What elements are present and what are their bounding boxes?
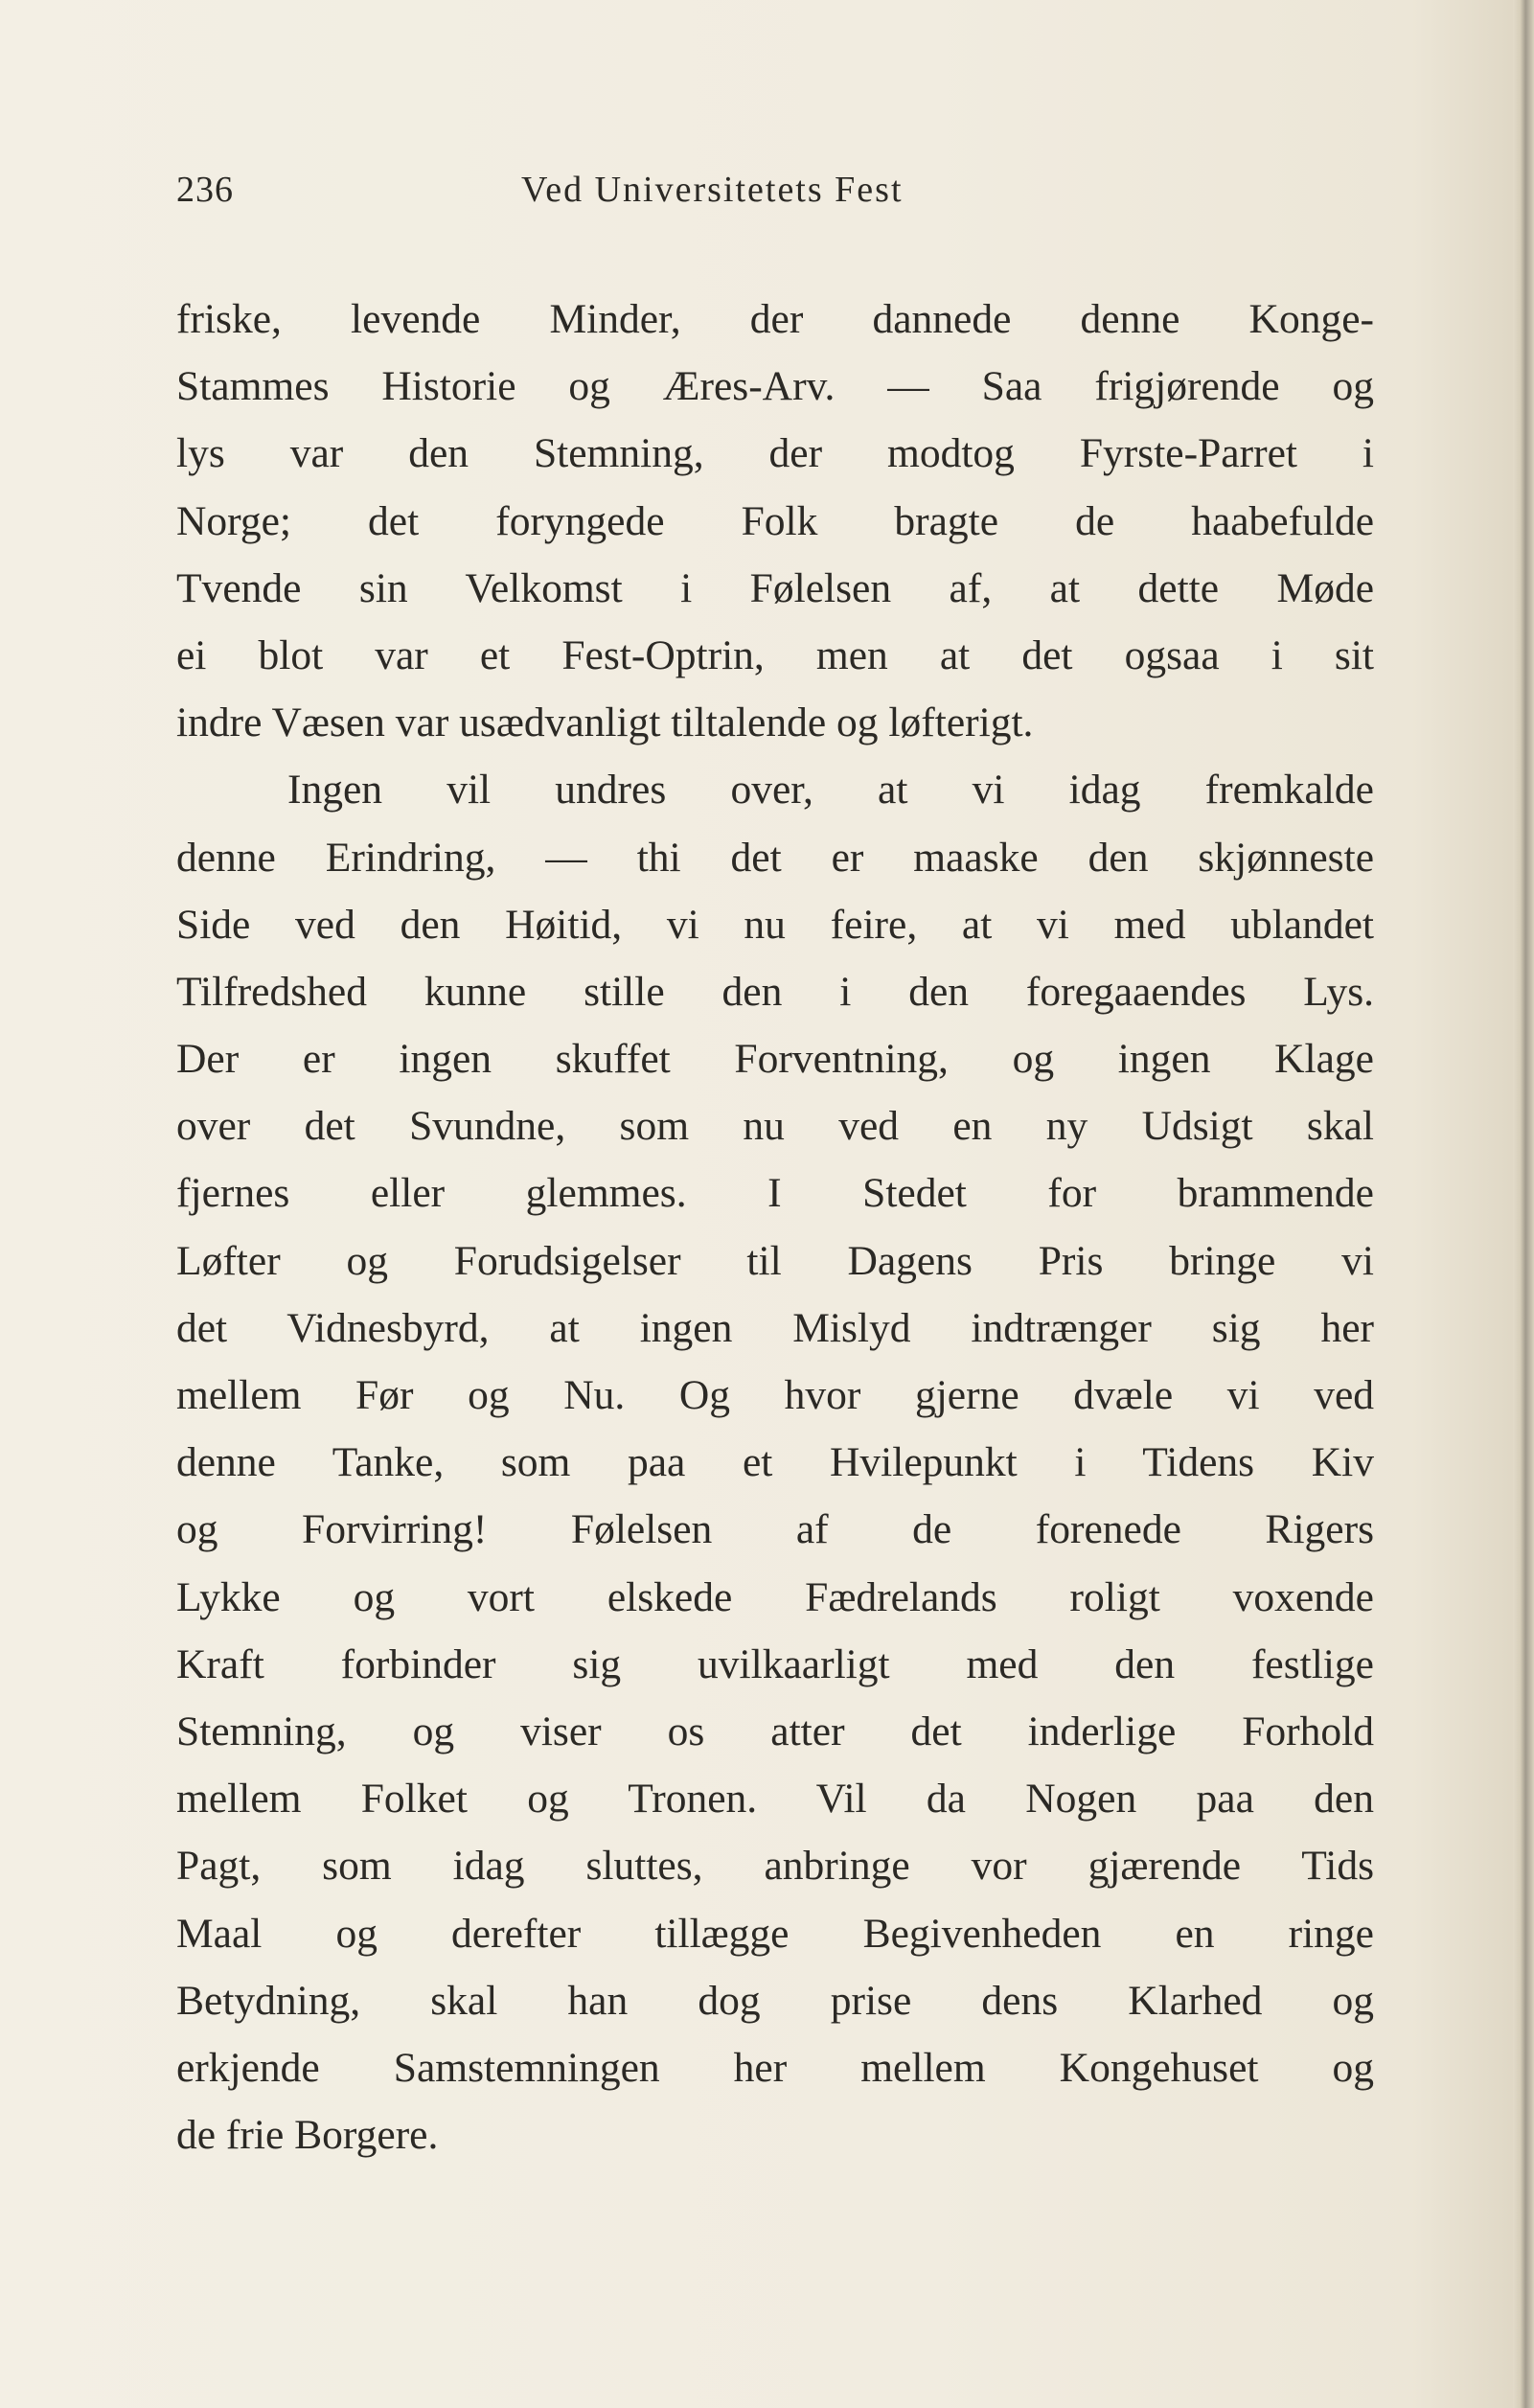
text-line: lys var den Stemning, der modtog Fyrste-Parret i xyxy=(176,430,1374,477)
text-line: det Vidnesbyrd, at ingen Mislyd indtrænger sig her xyxy=(176,1304,1374,1351)
text-line: fjernes eller glemmes. I Stedet for brammende xyxy=(176,1170,1374,1217)
text-line: Norge; det foryngede Folk bragte de haabefulde xyxy=(176,497,1374,544)
text-line: og Forvirring! Følelsen af de forenede Rigers xyxy=(176,1506,1374,1553)
text-line: de frie Borgere. xyxy=(176,2112,439,2159)
body-text xyxy=(176,286,1374,2168)
text-line: Ingen vil undres over, at vi idag fremkalde xyxy=(287,767,1374,814)
text-line: denne Tanke, som paa et Hvilepunkt i Tidens Kiv xyxy=(176,1439,1374,1486)
text-line: ei blot var et Fest-Optrin, men at det ogsaa i sit xyxy=(176,631,1374,678)
text-line: Betydning, skal han dog prise dens Klarhed og xyxy=(176,1977,1374,2024)
text-line: indre Væsen var usædvanligt tiltalende og løfterigt. xyxy=(176,699,1034,746)
text-line: Løfter og Forudsigelser til Dagens Pris bringe vi xyxy=(176,1237,1374,1284)
text-line: Side ved den Høitid, vi nu feire, at vi med ublandet xyxy=(176,901,1374,948)
text-line: denne Erindring, — thi det er maaske den skjønneste xyxy=(176,834,1374,881)
text-line: mellem Folket og Tronen. Vil da Nogen paa den xyxy=(176,1776,1374,1823)
text-line: Tvende sin Velkomst i Følelsen af, at dette Møde xyxy=(176,564,1374,611)
text-line: erkjende Samstemningen her mellem Kongehuset og xyxy=(176,2044,1374,2091)
page-edge xyxy=(1513,0,1534,2408)
text-line: Maal og derefter tillægge Begivenheden en ringe xyxy=(176,1910,1374,1957)
text-line: Tilfredshed kunne stille den i den foregaaendes Lys. xyxy=(176,968,1374,1015)
running-title: Ved Universitetets Fest xyxy=(521,170,904,210)
text-line: Pagt, som idag sluttes, anbringe vor gjærende Tids xyxy=(176,1843,1374,1890)
text-line: Lykke og vort elskede Fædrelands roligt voxende xyxy=(176,1573,1374,1620)
text-line: Stemning, og viser os atter det inderlige Forhold xyxy=(176,1708,1374,1754)
text-line: mellem Før og Nu. Og hvor gjerne dvæle vi ved xyxy=(176,1372,1374,1418)
text-line: friske, levende Minder, der dannede denne Konge- xyxy=(176,296,1374,342)
text-line: over det Svundne, som nu ved en ny Udsigt skal xyxy=(176,1103,1374,1150)
text-line: Der er ingen skuffet Forventning, og ingen Klage xyxy=(176,1036,1374,1083)
page-number: 236 xyxy=(176,170,234,210)
text-line: Kraft forbinder sig uvilkaarligt med den festlige xyxy=(176,1640,1374,1687)
running-head xyxy=(176,169,1374,217)
text-line: Stammes Historie og Æres-Arv. — Saa frigjørende og xyxy=(176,363,1374,410)
